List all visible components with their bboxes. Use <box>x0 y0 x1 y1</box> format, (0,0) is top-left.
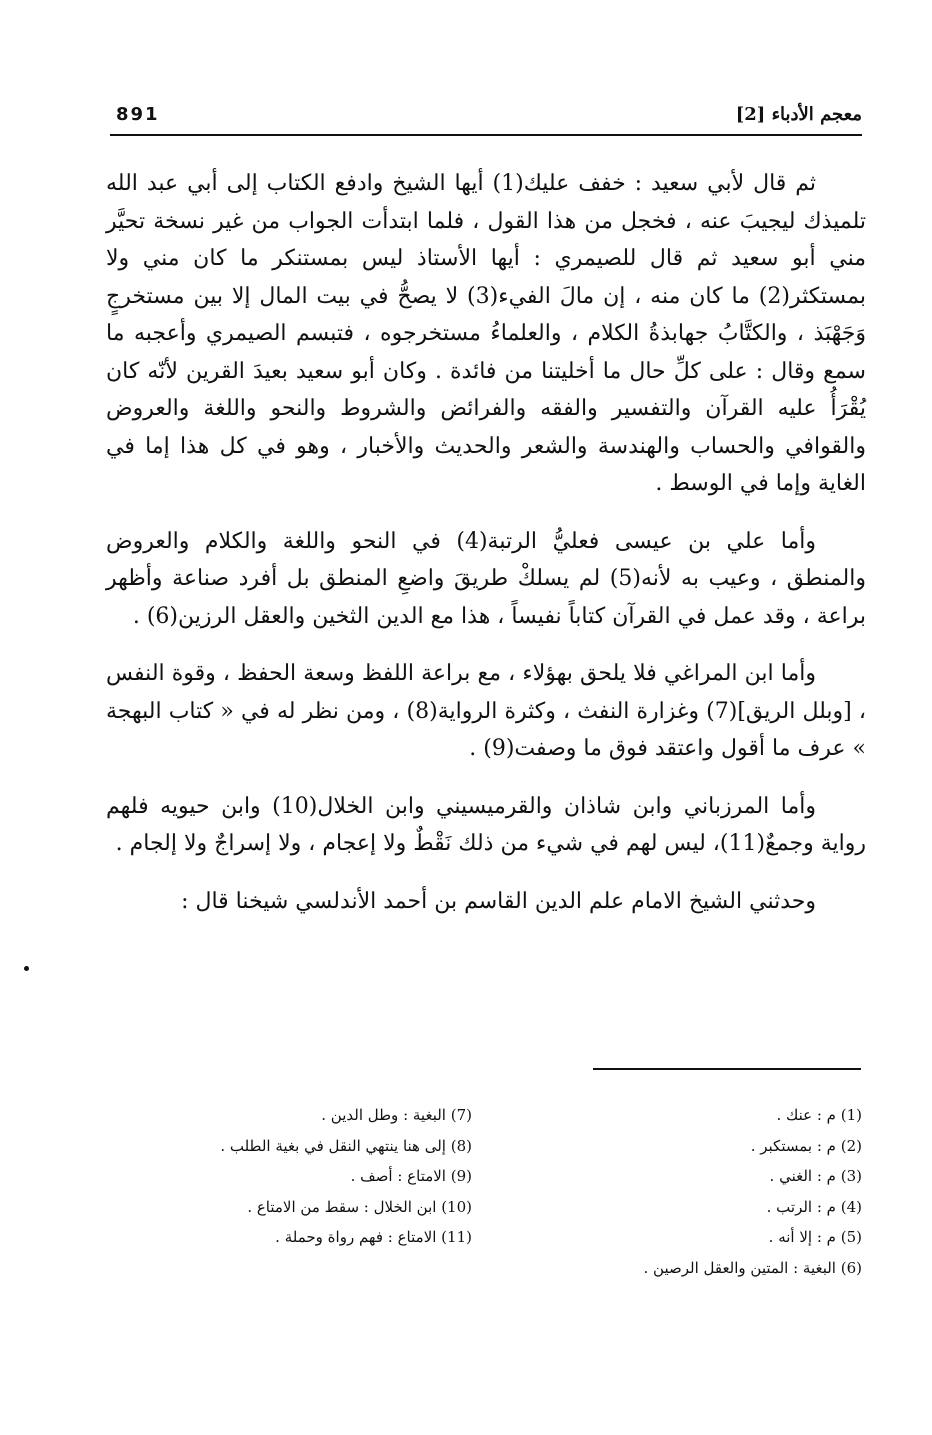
footnote: (2) م : بمستكبر . <box>750 1136 862 1155</box>
main-text <box>106 165 866 940</box>
footnotes-right-column <box>562 1100 862 1283</box>
footnote: (11) الامتاع : فهم رواة وحملة . <box>275 1228 472 1246</box>
footnote: (10) ابن الخلال : سقط من الامتاع . <box>247 1197 472 1216</box>
footnote: (4) م : الرتب . <box>766 1197 862 1216</box>
print-speck <box>24 966 29 971</box>
footnote: (6) البغية : المتين والعقل الرصين . <box>643 1258 862 1277</box>
paragraph: ثم قال لأبي سعيد : خفف عليك(1) أيها الشيخ وادفع الكتاب إلى أبي عبد الله تلميذك ليجيبَ عنه ، فخجل من هذا القول ، فلما ابتدأت الجواب من غير نسخة تحيَّر مني أبو سعيد ثم قال للصيمري : أيها الأستاذ ليس بمستنكر ما كان مني ولا بمستكثر(2) ما كان منه ، إن مالَ الفيء(3) لا يصحُّ في بيت المال إلا بين مستخرجٍ وَجَهْبَذ ، والكتَّابُ جهابذةُ الكلام ، والعلماءُ مستخرجوه ، فتبسم الصيمري وأعجبه ما سمع وقال : على كلِّ حال ما أخليتنا من فائدة . وكان أبو سعيد بعيدَ القرين لأنّه كان يُقْرَأُ عليه القرآن والتفسير والفقه والفرائض والشروط والنحو واللغة والعروض والقوافي والحساب والهندسة والشعر والحديث والأخبار ، وهو في كل هذا إما في الغاية وإما في الوسط . <box>106 171 867 496</box>
paragraph: وأما المرزباني وابن شاذان والقرميسيني وابن الخلال(10) وابن حيويه فلهم رواية وجمعٌ(11)، ليس لهم في شيء من ذلك نَقْطٌ ولا إعجام ، ولا إسراجٌ ولا إلجام . <box>106 793 866 856</box>
footnote-divider <box>593 1068 861 1070</box>
paragraph: وأما علي بن عيسى فعليُّ الرتبة(4) في النحو واللغة والكلام والعروض والمنطق ، وعيب به لأنه(5) لم يسلكْ طريقَ واضعِ المنطق بل أفرد صناعة وأظهر براعة ، وقد عمل في القرآن كتاباً نفيساً ، هذا مع الدين الثخين والعقل الرزين(6) . <box>106 528 866 629</box>
footnote: (9) الامتاع : أصف . <box>350 1167 472 1185</box>
footnote: (5) م : إلا أنه . <box>768 1228 862 1246</box>
footnote: (3) م : الغني . <box>769 1167 862 1185</box>
footnote: (8) إلى هنا ينتهي النقل في بغية الطلب . <box>220 1136 472 1155</box>
footnotes-left-column <box>132 1100 472 1253</box>
book-title: معجم الأدباء [2] <box>735 104 862 125</box>
paragraph: وحدثني الشيخ الامام علم الدين القاسم بن أحمد الأندلسي شيخنا قال : <box>181 888 816 914</box>
running-header <box>110 100 862 136</box>
paragraph: وأما ابن المراغي فلا يلحق بهؤلاء ، مع براعة اللفظ وسعة الحفظ ، وقوة النفس ، [وبلل الريق](7) وغزارة النفث ، وكثرة الرواية(8) ، ومن نظر له في « كتاب البهجة » عرف ما أقول واعتقد فوق ما وصفت(9) . <box>106 661 866 761</box>
footnote: (7) البغية : وطل الدين . <box>321 1106 472 1124</box>
footnote: (1) م : عنك . <box>776 1106 862 1124</box>
page-number: 891 <box>116 104 160 125</box>
